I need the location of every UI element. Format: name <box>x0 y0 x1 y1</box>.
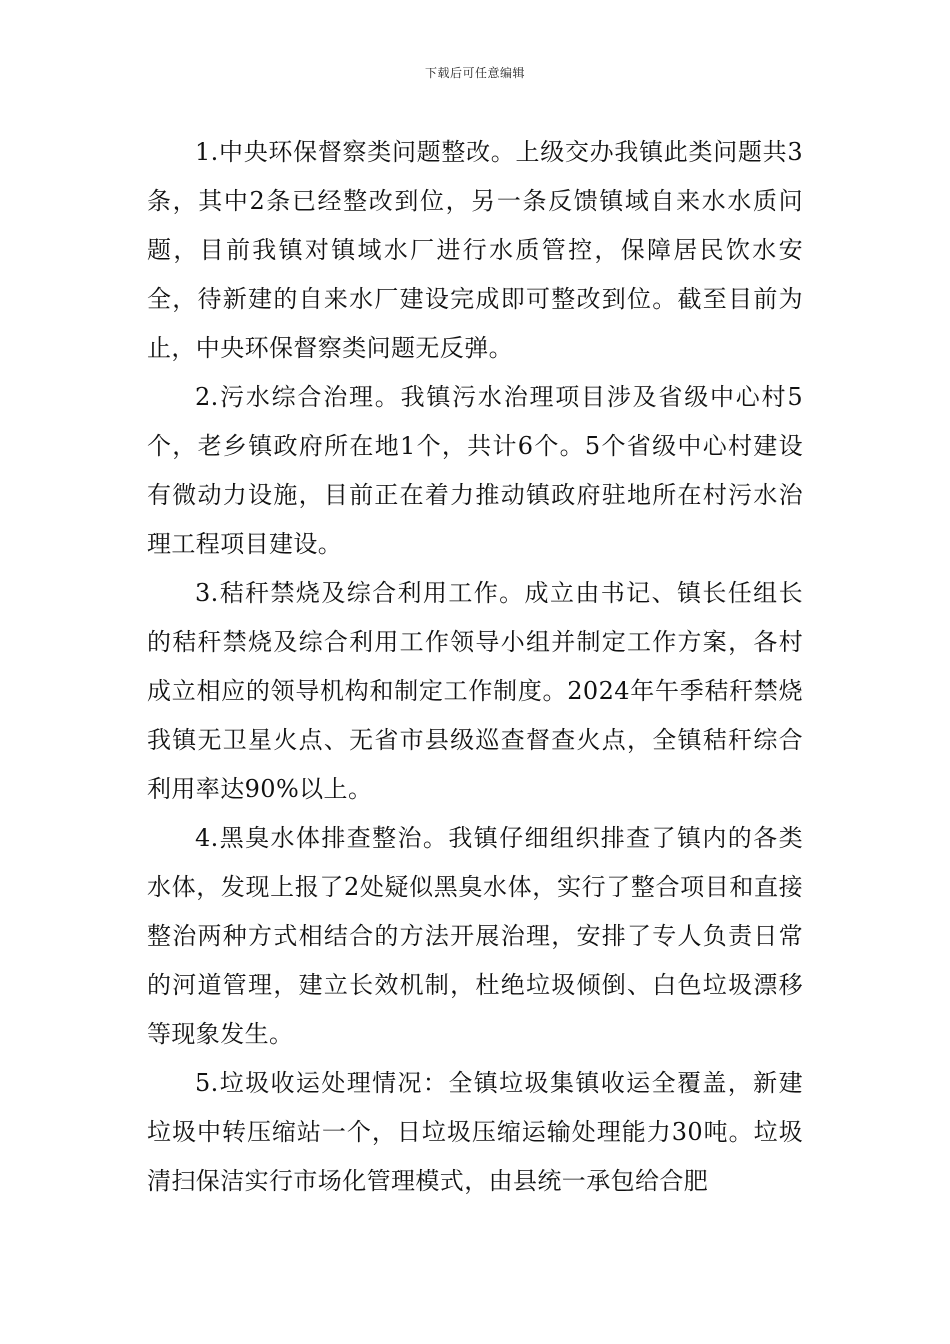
paragraph-3: 3.秸秆禁烧及综合利用工作。成立由书记、镇长任组长的秸秆禁烧及综合利用工作领导小组并制定工作方案，各村成立相应的领导机构和制定工作制度。2024年午季秸秆禁烧我镇无卫星火点、无省市县级巡查督查火点，全镇秸秆综合利用率达90%以上。 <box>147 579 803 803</box>
paragraph-4: 4.黑臭水体排查整治。我镇仔细组织排查了镇内的各类水体，发现上报了2处疑似黑臭水体，实行了整合项目和直接整治两种方式相结合的方法开展治理，安排了专人负责日常的河道管理，建立长效机制，杜绝垃圾倾倒、白色垃圾漂移等现象发生。 <box>147 824 803 1048</box>
paragraph-1: 1.中央环保督察类问题整改。上级交办我镇此类问题共3条，其中2条已经整改到位，另一条反馈镇域自来水水质问题，目前我镇对镇域水厂进行水质管控，保障居民饮水安全，待新建的自来水厂建设完成即可整改到位。截至目前为止，中央环保督察类问题无反弹。 <box>147 138 803 362</box>
document-body <box>147 128 803 1206</box>
paragraph-5: 5.垃圾收运处理情况：全镇垃圾集镇收运全覆盖，新建垃圾中转压缩站一个，日垃圾压缩运输处理能力30吨。垃圾清扫保洁实行市场化管理模式，由县统一承包给合肥 <box>147 1069 803 1195</box>
header-note: 下载后可任意编辑 <box>424 66 525 80</box>
paragraph-2: 2.污水综合治理。我镇污水治理项目涉及省级中心村5个，老乡镇政府所在地1个，共计6个。5个省级中心村建设有微动力设施，目前正在着力推动镇政府驻地所在村污水治理工程项目建设。 <box>147 383 803 558</box>
